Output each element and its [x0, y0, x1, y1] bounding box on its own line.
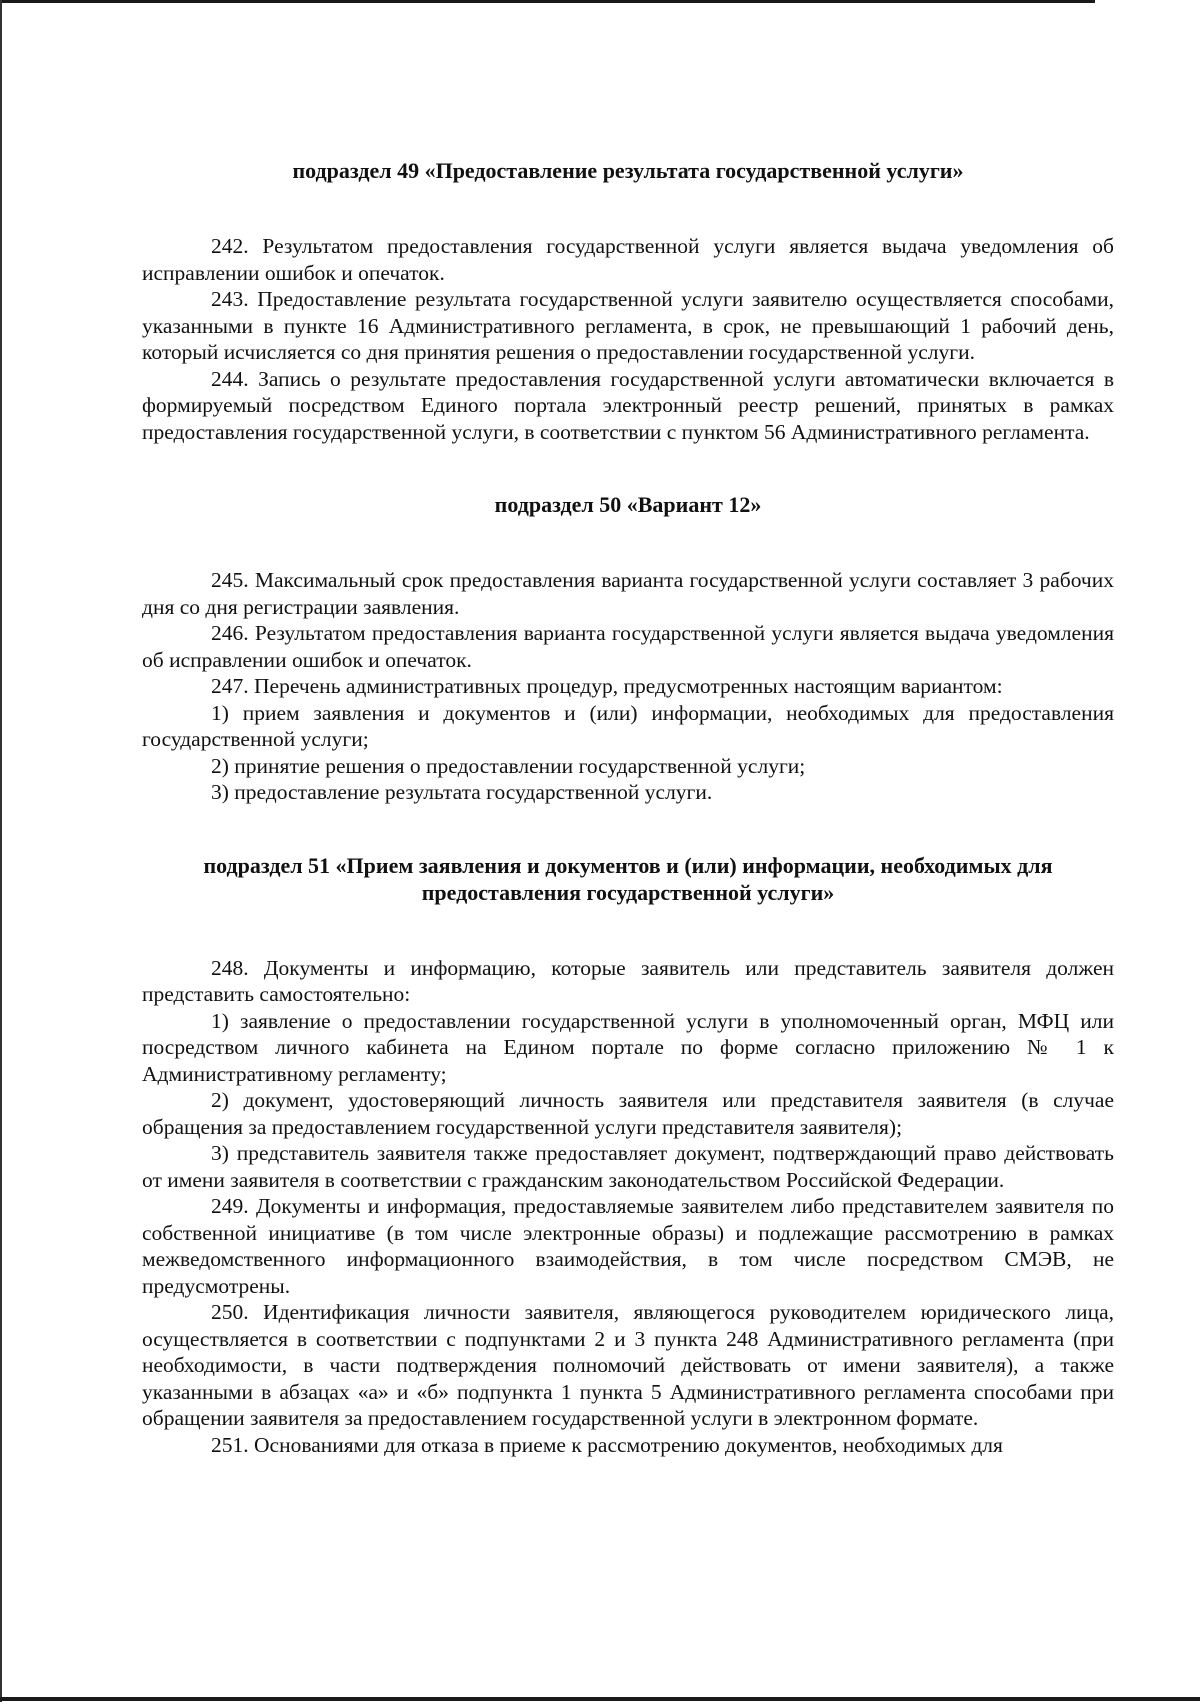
spacer — [142, 445, 1114, 491]
document-page — [142, 157, 1114, 1458]
paragraph-251: 251. Основаниями для отказа в приеме к рассмотрению документов, необходимых для — [211, 1432, 1003, 1457]
paragraph-246: 246. Результатом предоставления варианта государственной услуги является выдача уведомления об исправлении ошибок и опечаток. — [142, 621, 1114, 672]
spacer — [142, 806, 1114, 852]
scan-edge-left — [0, 0, 2, 1702]
list-item-248-3: 3) представитель заявителя также предоставляет документ, подтверждающий право действовать от имени заявителя в соответствии с гражданским законодательством Российской Федерации. — [142, 1141, 1114, 1192]
spacer — [142, 906, 1114, 955]
list-item-247-3: 3) предоставление результата государственной услуги. — [211, 780, 713, 804]
spacer — [142, 184, 1114, 233]
section-heading-51: подраздел 51 «Прием заявления и документов и (или) информации, необходимых для предоставления государственной услуги» — [203, 852, 1053, 905]
list-item-247-1: 1) прием заявления и документов и (или) информации, необходимых для предоставления государственной услуги; — [142, 700, 1114, 751]
section-heading-49: подраздел 49 «Предоставление результата государственной услуги» — [292, 158, 964, 183]
paragraph-243: 243. Предоставление результата государственной услуги заявителю осуществляется способами, указанными в пункте 16 Административного регламента, в срок, не превышающий 1 рабочий день, который исчисляется со дня принятия решения о предоставлении государственной услуги. — [142, 287, 1114, 364]
list-item-248-2: 2) документ, удостоверяющий личность заявителя или представителя заявителя (в случае обращения за предоставлением государственной услуги представителя заявителя); — [142, 1088, 1114, 1139]
list-item-248-1: 1) заявление о предоставлении государственной услуги в уполномоченный орган, МФЦ или посредством личного кабинета на Едином портале по форме согласно приложению № 1 к Административному регламенту; — [142, 1008, 1114, 1086]
paragraph-250: 250. Идентификация личности заявителя, являющегося руководителем юридического лица, осуществляется в соответствии с подпунктами 2 и 3 пункта 248 Административного регламента (при необходимости, в части подтверждения полномочий действовать от имени заявителя), а также указанными в абзацах «а» и «б» подпункта 1 пункта 5 Административного регламента способами при обращении заявителя за предоставлением государственной услуги в электронном формате. — [142, 1300, 1114, 1430]
spacer — [142, 518, 1114, 567]
paragraph-244: 244. Запись о результате предоставления государственной услуги автоматически включается в формируемый посредством Единого портала электронный реестр решений, принятых в рамках предоставления государственной услуги, в соответствии с пунктом 56 Административного регламента. — [142, 366, 1114, 444]
list-item-247-2: 2) принятие решения о предоставлении государственной услуги; — [211, 753, 806, 778]
paragraph-242: 242. Результатом предоставления государственной услуги является выдача уведомления об исправлении ошибок и опечаток. — [142, 234, 1114, 285]
paragraph-249: 249. Документы и информация, предоставляемые заявителем либо представителем заявителя по собственной инициативе (в том числе электронные образы) и подлежащие рассмотрению в рамках межведомственного информационного взаимодействия, в том числе посредством СМЭВ, не предусмотрены. — [142, 1194, 1114, 1298]
section-heading-50: подраздел 50 «Вариант 12» — [494, 492, 762, 517]
paragraph-248: 248. Документы и информацию, которые заявитель или представитель заявителя должен представить самостоятельно: — [142, 955, 1114, 1006]
paragraph-245: 245. Максимальный срок предоставления варианта государственной услуги составляет 3 рабочих дня со дня регистрации заявления. — [142, 568, 1114, 619]
scan-edge-bottom — [0, 1697, 1200, 1701]
paragraph-247: 247. Перечень административных процедур, предусмотренных настоящим вариантом: — [211, 674, 1003, 698]
scan-edge-top — [0, 0, 1095, 3]
